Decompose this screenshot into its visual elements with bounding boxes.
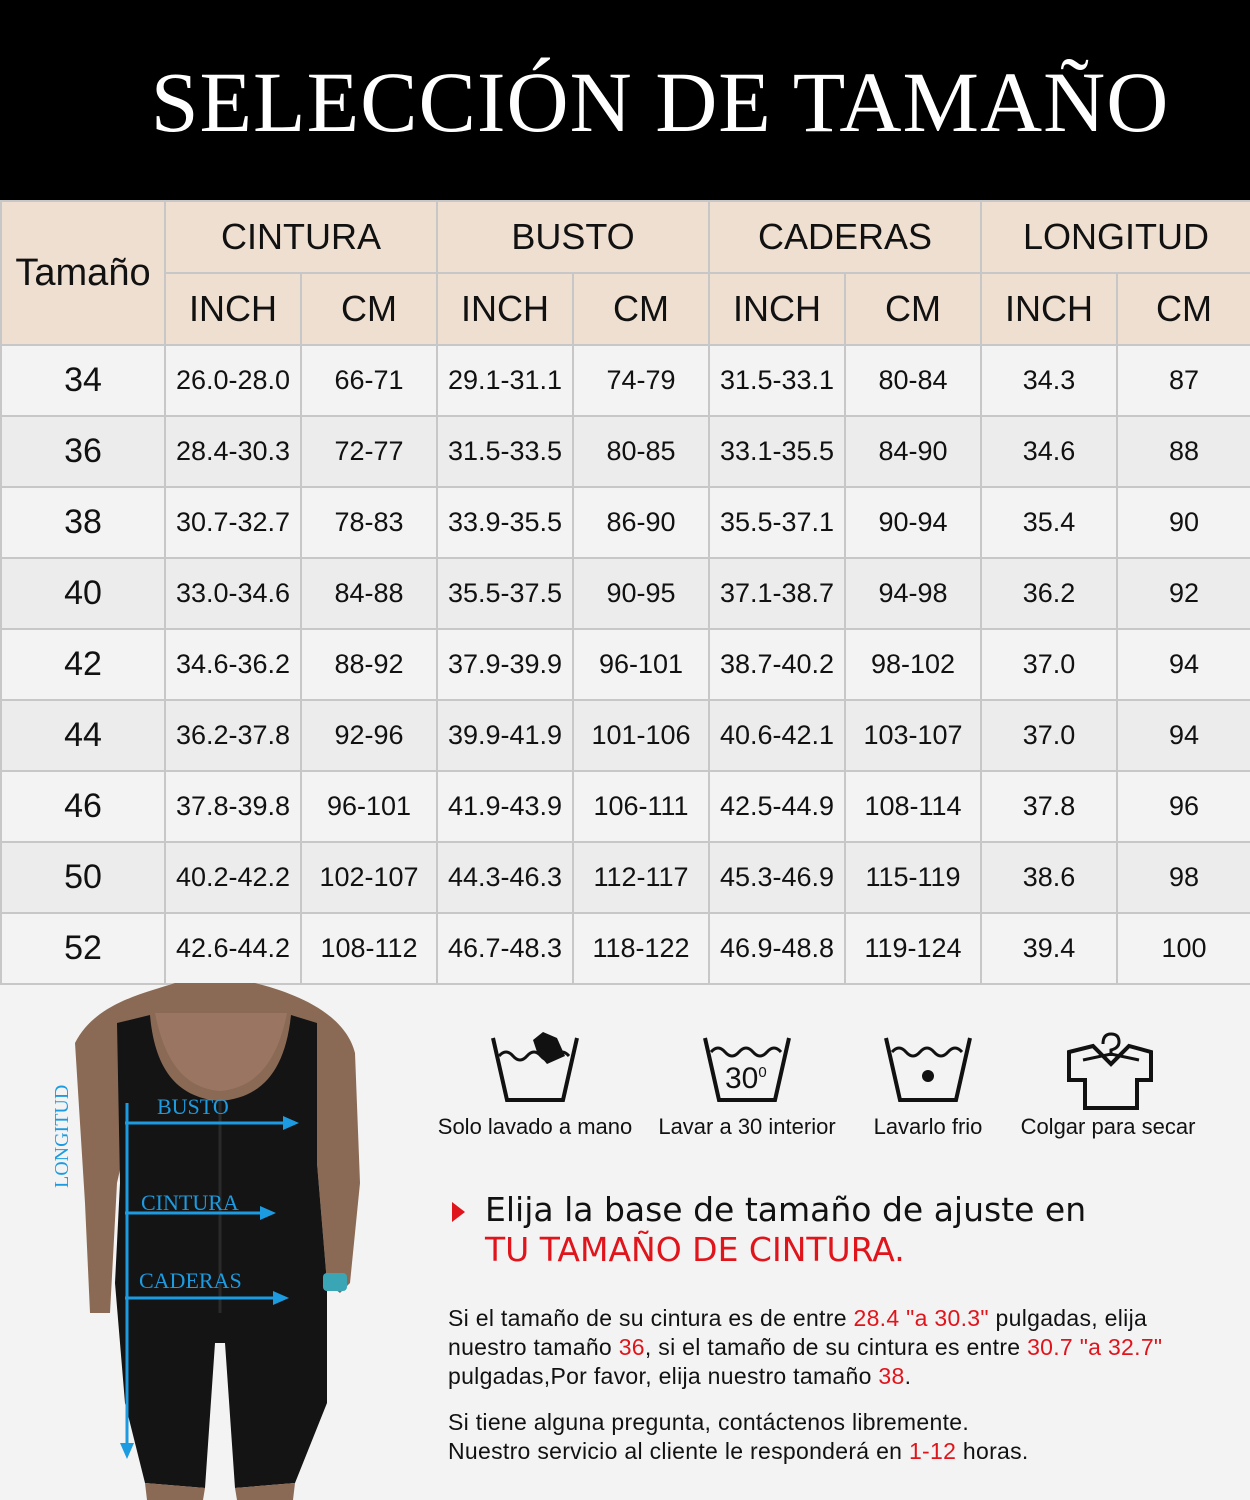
measurement-cell: 80-84: [845, 345, 981, 416]
measurement-cell: 37.8: [981, 771, 1117, 842]
hand-wash-icon: [485, 1030, 585, 1102]
size-chart: [0, 200, 1250, 983]
measurement-cell: 31.5-33.1: [709, 345, 845, 416]
measurement-cell: 86-90: [573, 487, 709, 558]
bust-label: BUSTO: [157, 1094, 229, 1119]
measurement-cell: 84-88: [301, 558, 437, 629]
unit-header: CM: [301, 273, 437, 345]
unit-header: INCH: [709, 273, 845, 345]
contact-line-1: Si tiene alguna pregunta, contáctenos libremente.: [448, 1409, 970, 1435]
measurement-cell: 26.0-28.0: [165, 345, 301, 416]
measurement-figure: [51, 983, 385, 1500]
table-row: [1, 558, 1250, 629]
length-group-header: LONGITUD: [981, 201, 1250, 273]
length-label: LONGITUD: [51, 1084, 73, 1188]
measurement-cell: 44.3-46.3: [437, 842, 573, 913]
size-column-header: Tamaño: [1, 201, 165, 345]
measurement-cell: 39.4: [981, 913, 1117, 984]
measurement-cell: 112-117: [573, 842, 709, 913]
measurement-cell: 94: [1117, 700, 1250, 771]
measurement-cell: 88-92: [301, 629, 437, 700]
measurement-cell: 30.7-32.7: [165, 487, 301, 558]
care-hang-dry: [1018, 1030, 1198, 1140]
bodysuit-figure-image: [55, 983, 385, 1500]
unit-header: INCH: [981, 273, 1117, 345]
measurement-cell: 103-107: [845, 700, 981, 771]
unit-header: INCH: [437, 273, 573, 345]
table-row: [1, 771, 1250, 842]
table-row: [1, 487, 1250, 558]
measurement-cell: 35.4: [981, 487, 1117, 558]
bust-group-header: BUSTO: [437, 201, 709, 273]
measurement-cell: 115-119: [845, 842, 981, 913]
measurement-cell: 98: [1117, 842, 1250, 913]
measurement-cell: 84-90: [845, 416, 981, 487]
measurement-cell: 90: [1117, 487, 1250, 558]
measurement-cell: 31.5-33.5: [437, 416, 573, 487]
care-label: Lavarlo frio: [873, 1114, 983, 1139]
measurement-cell: 34.6-36.2: [165, 629, 301, 700]
measurement-cell: 66-71: [301, 345, 437, 416]
measurement-cell: 88: [1117, 416, 1250, 487]
size-cell: 34: [1, 345, 165, 416]
contact-paragraph: [448, 1408, 1228, 1466]
measurement-cell: 28.4-30.3: [165, 416, 301, 487]
waist-group-header: CINTURA: [165, 201, 437, 273]
size-cell: 36: [1, 416, 165, 487]
measurement-cell: 92: [1117, 558, 1250, 629]
unit-header: INCH: [165, 273, 301, 345]
measurement-cell: 33.1-35.5: [709, 416, 845, 487]
tip-line-1: Elija la base de tamaño de ajuste en: [485, 1190, 1087, 1229]
measurement-cell: 108-114: [845, 771, 981, 842]
contact-line-2: Nuestro servicio al cliente le responderá en 1-12 horas.: [448, 1438, 1029, 1464]
measurement-cell: 98-102: [845, 629, 981, 700]
size-cell: 42: [1, 629, 165, 700]
care-cold-wash: [848, 1030, 1008, 1140]
measurement-cell: 37.8-39.8: [165, 771, 301, 842]
unit-header: CM: [845, 273, 981, 345]
measurement-cell: 96-101: [573, 629, 709, 700]
size-cell: 50: [1, 842, 165, 913]
wash-temp: $30^0$: [725, 1062, 767, 1095]
measurement-cell: 42.5-44.9: [709, 771, 845, 842]
measurement-cell: 46.9-48.8: [709, 913, 845, 984]
hips-label: CADERAS: [139, 1268, 242, 1293]
care-label: Colgar para secar: [1020, 1114, 1196, 1139]
measurement-cell: 96-101: [301, 771, 437, 842]
measurement-cell: 101-106: [573, 700, 709, 771]
table-row: [1, 700, 1250, 771]
unit-header: CM: [1117, 273, 1250, 345]
hips-group-header: CADERAS: [709, 201, 981, 273]
measurement-cell: 37.0: [981, 700, 1117, 771]
measurement-cell: 94-98: [845, 558, 981, 629]
measurement-cell: 37.0: [981, 629, 1117, 700]
waist-label: CINTURA: [141, 1190, 239, 1215]
tip-line-2: TU TAMAÑO DE CINTURA.: [485, 1230, 905, 1269]
page-title: SELECCIÓN DE TAMAÑO: [150, 54, 1170, 150]
measurement-cell: 38.6: [981, 842, 1117, 913]
measurement-cell: 102-107: [301, 842, 437, 913]
care-label: Solo lavado a mano: [437, 1114, 633, 1139]
triangle-bullet-icon: [452, 1202, 465, 1222]
measurement-cell: 118-122: [573, 913, 709, 984]
measurement-cell: 33.9-35.5: [437, 487, 573, 558]
size-cell: 40: [1, 558, 165, 629]
measurement-cell: 87: [1117, 345, 1250, 416]
size-cell: 44: [1, 700, 165, 771]
measurement-cell: 29.1-31.1: [437, 345, 573, 416]
table-row: [1, 416, 1250, 487]
care-wash-30: [652, 1030, 842, 1140]
table-row: [1, 842, 1250, 913]
size-cell: 46: [1, 771, 165, 842]
measurement-cell: 39.9-41.9: [437, 700, 573, 771]
measurement-cell: 40.2-42.2: [165, 842, 301, 913]
table-row: [1, 345, 1250, 416]
measurement-cell: 74-79: [573, 345, 709, 416]
measurement-cell: 42.6-44.2: [165, 913, 301, 984]
measurement-cell: 41.9-43.9: [437, 771, 573, 842]
title-banner: [0, 0, 1250, 200]
measurement-cell: 90-95: [573, 558, 709, 629]
measurement-cell: 34.3: [981, 345, 1117, 416]
table-row: [1, 629, 1250, 700]
care-label: Lavar a 30 interior: [658, 1114, 836, 1139]
measurement-cell: 45.3-46.9: [709, 842, 845, 913]
hang-dry-icon: [1063, 1030, 1153, 1110]
care-hand-wash: [430, 1030, 640, 1140]
size-cell: 52: [1, 913, 165, 984]
measurement-cell: 94: [1117, 629, 1250, 700]
measurement-cell: 38.7-40.2: [709, 629, 845, 700]
measurement-cell: 33.0-34.6: [165, 558, 301, 629]
measurement-cell: 92-96: [301, 700, 437, 771]
measurement-cell: 37.9-39.9: [437, 629, 573, 700]
measurement-cell: 80-85: [573, 416, 709, 487]
unit-header: CM: [573, 273, 709, 345]
measurement-cell: 40.6-42.1: [709, 700, 845, 771]
measurement-cell: 78-83: [301, 487, 437, 558]
measurement-cell: 119-124: [845, 913, 981, 984]
measurement-cell: 35.5-37.1: [709, 487, 845, 558]
measurement-cell: 36.2: [981, 558, 1117, 629]
cold-wash-icon: [878, 1030, 978, 1102]
size-rows: [1, 345, 1250, 984]
measurement-cell: 90-94: [845, 487, 981, 558]
size-table: [0, 200, 1250, 985]
measurement-cell: 36.2-37.8: [165, 700, 301, 771]
table-row: [1, 913, 1250, 984]
measurement-cell: 46.7-48.3: [437, 913, 573, 984]
measurement-cell: 37.1-38.7: [709, 558, 845, 629]
care-instructions: [430, 1030, 1230, 1150]
measurement-cell: 72-77: [301, 416, 437, 487]
measurement-cell: 34.6: [981, 416, 1117, 487]
size-cell: 38: [1, 487, 165, 558]
measurement-cell: 96: [1117, 771, 1250, 842]
measurement-cell: 108-112: [301, 913, 437, 984]
sizing-paragraph: Si el tamaño de su cintura es de entre 28.4 "a 30.3" pulgadas, elija nuestro tamaño 36, si el tamaño de su cintura es entre 30.7 "a 32.7" pulgadas,Por favor, elija nuestro tamaño 38.: [448, 1305, 1163, 1389]
measurement-cell: 100: [1117, 913, 1250, 984]
measurement-cell: 35.5-37.5: [437, 558, 573, 629]
measurement-cell: 106-111: [573, 771, 709, 842]
